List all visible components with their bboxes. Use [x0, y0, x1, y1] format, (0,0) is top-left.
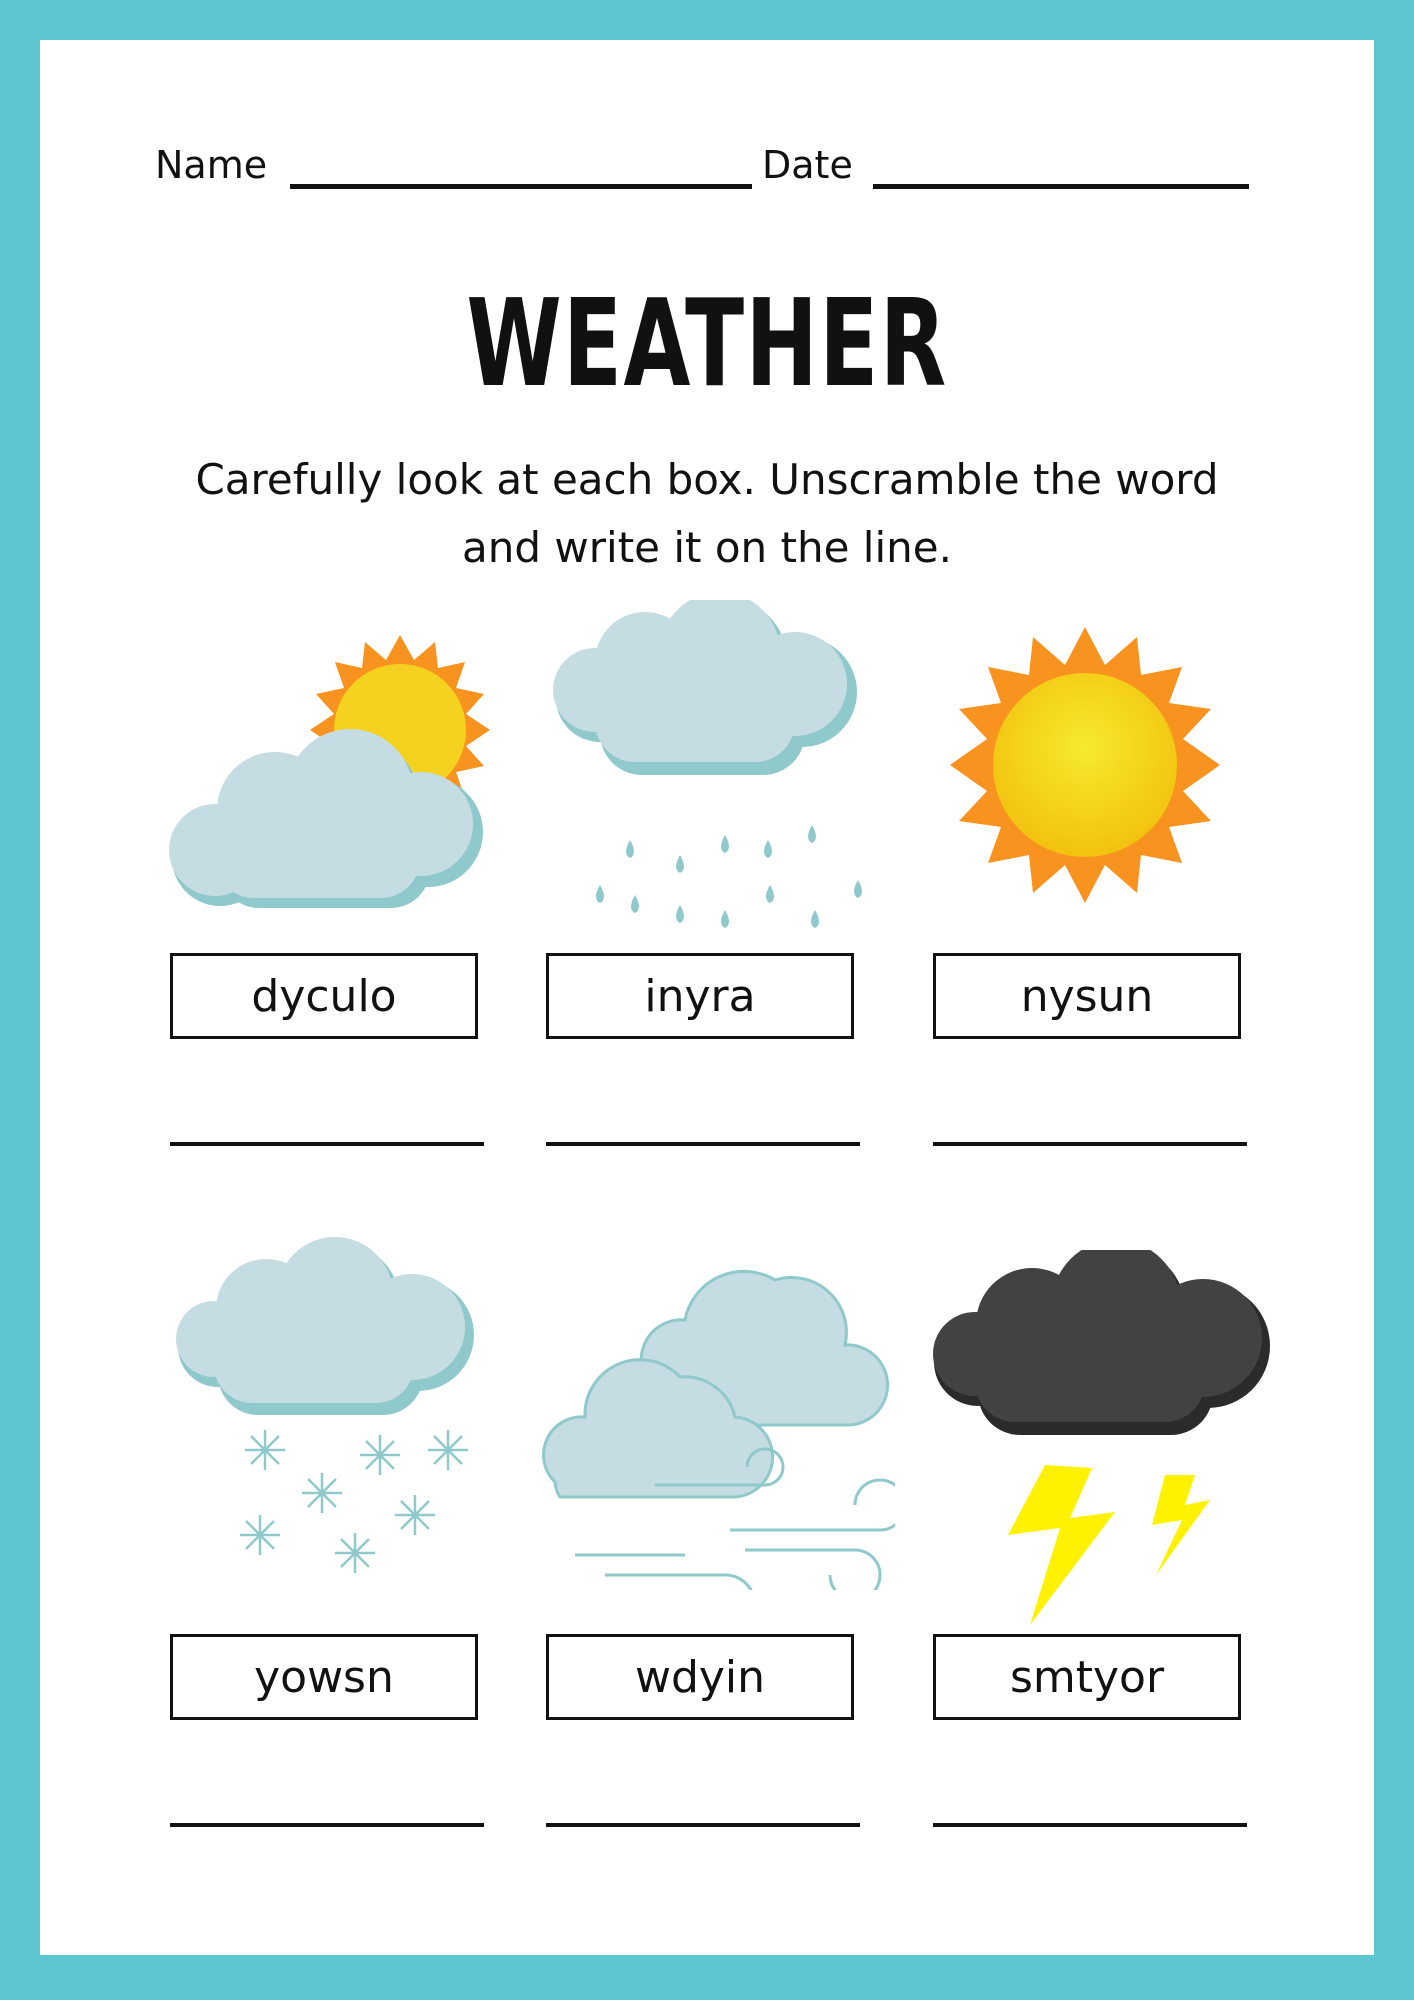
- instructions-line-1: Carefully look at each box. Unscramble the word: [195, 455, 1219, 504]
- word-box-5: wdyin: [546, 1634, 854, 1720]
- answer-line-3[interactable]: [933, 1142, 1247, 1146]
- word-box-2: inyra: [546, 953, 854, 1039]
- name-line[interactable]: [290, 184, 752, 189]
- instructions: [150, 446, 1264, 582]
- name-label: Name: [155, 143, 268, 187]
- answer-line-6[interactable]: [933, 1823, 1247, 1827]
- page-title: WEATHER: [466, 275, 948, 414]
- answer-line-2[interactable]: [546, 1142, 860, 1146]
- date-line[interactable]: [873, 184, 1249, 189]
- snowflakes: [240, 1430, 468, 1573]
- instructions-line-2: and write it on the line.: [462, 523, 952, 572]
- lightning-bolts: [1008, 1465, 1210, 1625]
- word-box-4: yowsn: [170, 1634, 478, 1720]
- answer-line-4[interactable]: [170, 1823, 484, 1827]
- rain-cloud-icon: [540, 600, 870, 950]
- answer-line-5[interactable]: [546, 1823, 860, 1827]
- snow-cloud-icon: [170, 1235, 500, 1575]
- raindrops: [596, 825, 862, 928]
- wind-cloud-icon: [515, 1220, 895, 1590]
- partly-cloudy-icon: [145, 620, 515, 940]
- word-box-6: smtyor: [933, 1634, 1241, 1720]
- date-label: Date: [762, 143, 853, 187]
- worksheet-page: [40, 40, 1374, 1955]
- storm-cloud-icon: [920, 1250, 1280, 1630]
- word-box-3: nysun: [933, 953, 1241, 1039]
- word-box-1: dyculo: [170, 953, 478, 1039]
- answer-line-1[interactable]: [170, 1142, 484, 1146]
- sun-icon: [945, 625, 1225, 905]
